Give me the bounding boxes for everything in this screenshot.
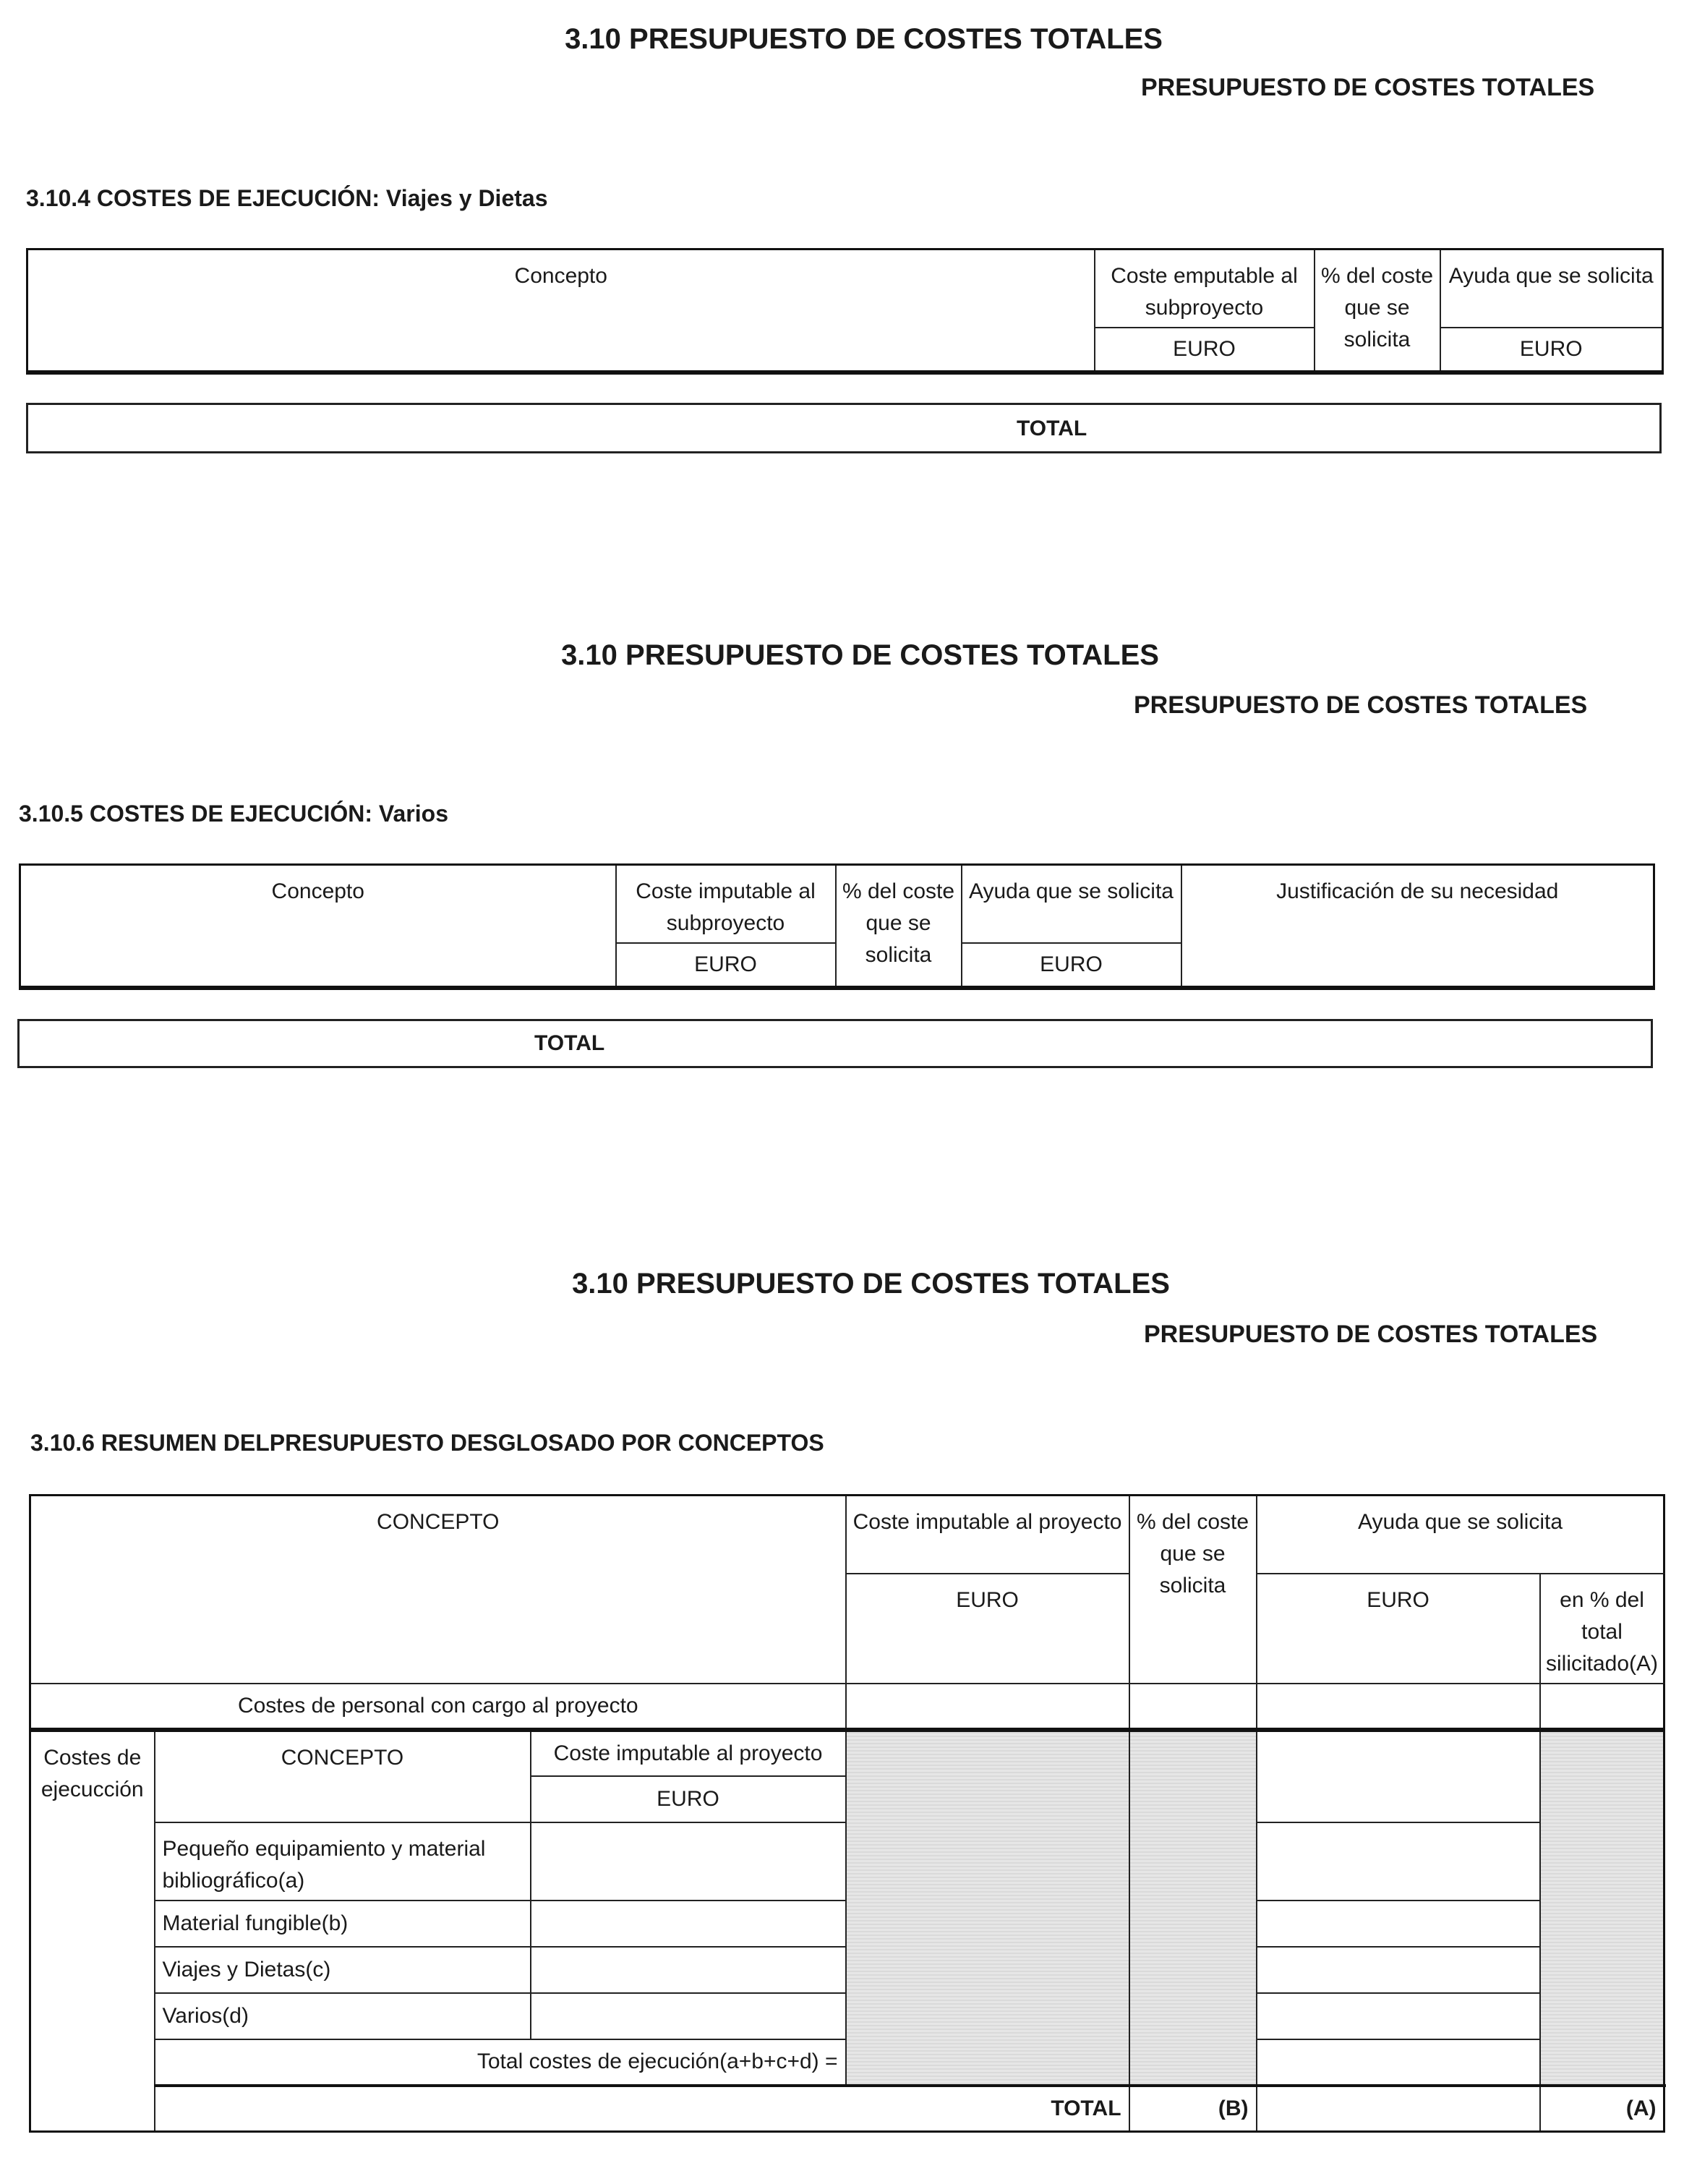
cell-item-a-ayuda [1257,1822,1540,1901]
header-ayuda-euro: EURO [962,943,1181,988]
section-heading-3-10-6: 3.10.6 RESUMEN DELPRESUPUESTO DESGLOSADO POR CONCEPTOS [30,1430,824,1456]
header-pct: % del coste que se solicita [1315,249,1440,372]
sub-header-coste: Coste imputable al proyecto [531,1730,846,1776]
cell-personal-en-pct [1540,1684,1664,1730]
cell-item-c-ayuda [1257,1947,1540,1993]
header-concepto: Concepto [20,865,616,988]
cell-item-d-coste [531,1993,846,2039]
page-subtitle-3: PRESUPUESTO DE COSTES TOTALES [1144,1321,1598,1348]
header-coste: Coste emputable al subproyecto [1095,249,1315,328]
item-viajes-dietas: Viajes y Dietas(c) [155,1947,531,1993]
header-ayuda: Ayuda que se solicita [1257,1496,1664,1574]
header-ayuda: Ayuda que se solicita [1440,249,1663,328]
cell-item-c-coste [531,1947,846,1993]
header-coste-euro: EURO [616,943,836,988]
header-coste: Coste imputable al subproyecto [616,865,836,943]
item-equipamiento: Pequeño equipamiento y material bibliográfico(a) [155,1822,531,1901]
header-coste-euro: EURO [1095,328,1315,372]
header-en-pct: en % del total silicitado(A) [1540,1574,1664,1684]
sub-header-euro: EURO [531,1776,846,1822]
cell-personal-coste [846,1684,1129,1730]
page-subtitle-1: PRESUPUESTO DE COSTES TOTALES [1141,74,1595,101]
header-pct: % del coste que se solicita [836,865,962,988]
header-coste: Coste imputable al proyecto [846,1496,1129,1574]
total-box-1 [26,403,1662,453]
section-heading-3-10-4: 3.10.4 COSTES DE EJECUCIÓN: Viajes y Dietas [26,185,548,211]
shaded-en-pct-cell [1540,1730,1664,2086]
header-ayuda: Ayuda que se solicita [962,865,1181,943]
shaded-pct-cell [1129,1730,1257,2086]
total-box-2 [17,1019,1653,1068]
varios-table [19,863,1655,990]
header-coste-euro: EURO [846,1574,1129,1684]
viajes-dietas-table [26,248,1664,375]
header-concepto: Concepto [27,249,1095,372]
header-concepto: CONCEPTO [30,1496,846,1684]
total-ejecucion-label: Total costes de ejecución(a+b+c+d) = [155,2039,846,2086]
cell-personal-ayuda [1257,1684,1540,1730]
header-ayuda-euro: EURO [1440,328,1663,372]
item-varios: Varios(d) [155,1993,531,2039]
header-pct: % del coste que se solicita [1129,1496,1257,1684]
page-title-1: 3.10 PRESUPUESTO DE COSTES TOTALES [565,23,1163,55]
item-material-fungible: Material fungible(b) [155,1901,531,1947]
row-personal-label: Costes de personal con cargo al proyecto [30,1684,846,1730]
costes-ejecucion-label: Costes de ejecucción [30,1730,155,2132]
total-label: TOTAL [155,2086,1129,2132]
header-ayuda-euro: EURO [1257,1574,1540,1684]
cell-item-a-coste [531,1822,846,1901]
cell-personal-pct [1129,1684,1257,1730]
resumen-table [29,1494,1665,2133]
total-label: TOTAL [534,1031,605,1055]
cell-total-ejecucion-ayuda [1257,2039,1540,2086]
cell-item-b-coste [531,1901,846,1947]
sub-header-concepto: CONCEPTO [155,1730,531,1822]
section-heading-3-10-5: 3.10.5 COSTES DE EJECUCIÓN: Varios [19,801,448,827]
page-subtitle-2: PRESUPUESTO DE COSTES TOTALES [1134,691,1588,719]
mark-b: (B) [1129,2086,1257,2132]
page-title-2: 3.10 PRESUPUESTO DE COSTES TOTALES [561,639,1159,671]
cell-ayuda-header-sub [1257,1730,1540,1822]
cell-item-b-ayuda [1257,1901,1540,1947]
cell-total-pct [1257,2086,1540,2132]
page-title-3: 3.10 PRESUPUESTO DE COSTES TOTALES [572,1268,1170,1300]
mark-a: (A) [1540,2086,1664,2132]
total-label: TOTAL [1017,417,1087,440]
cell-item-d-ayuda [1257,1993,1540,2039]
shaded-coste-cell [846,1730,1129,2086]
header-justificacion: Justificación de su necesidad [1181,865,1654,988]
